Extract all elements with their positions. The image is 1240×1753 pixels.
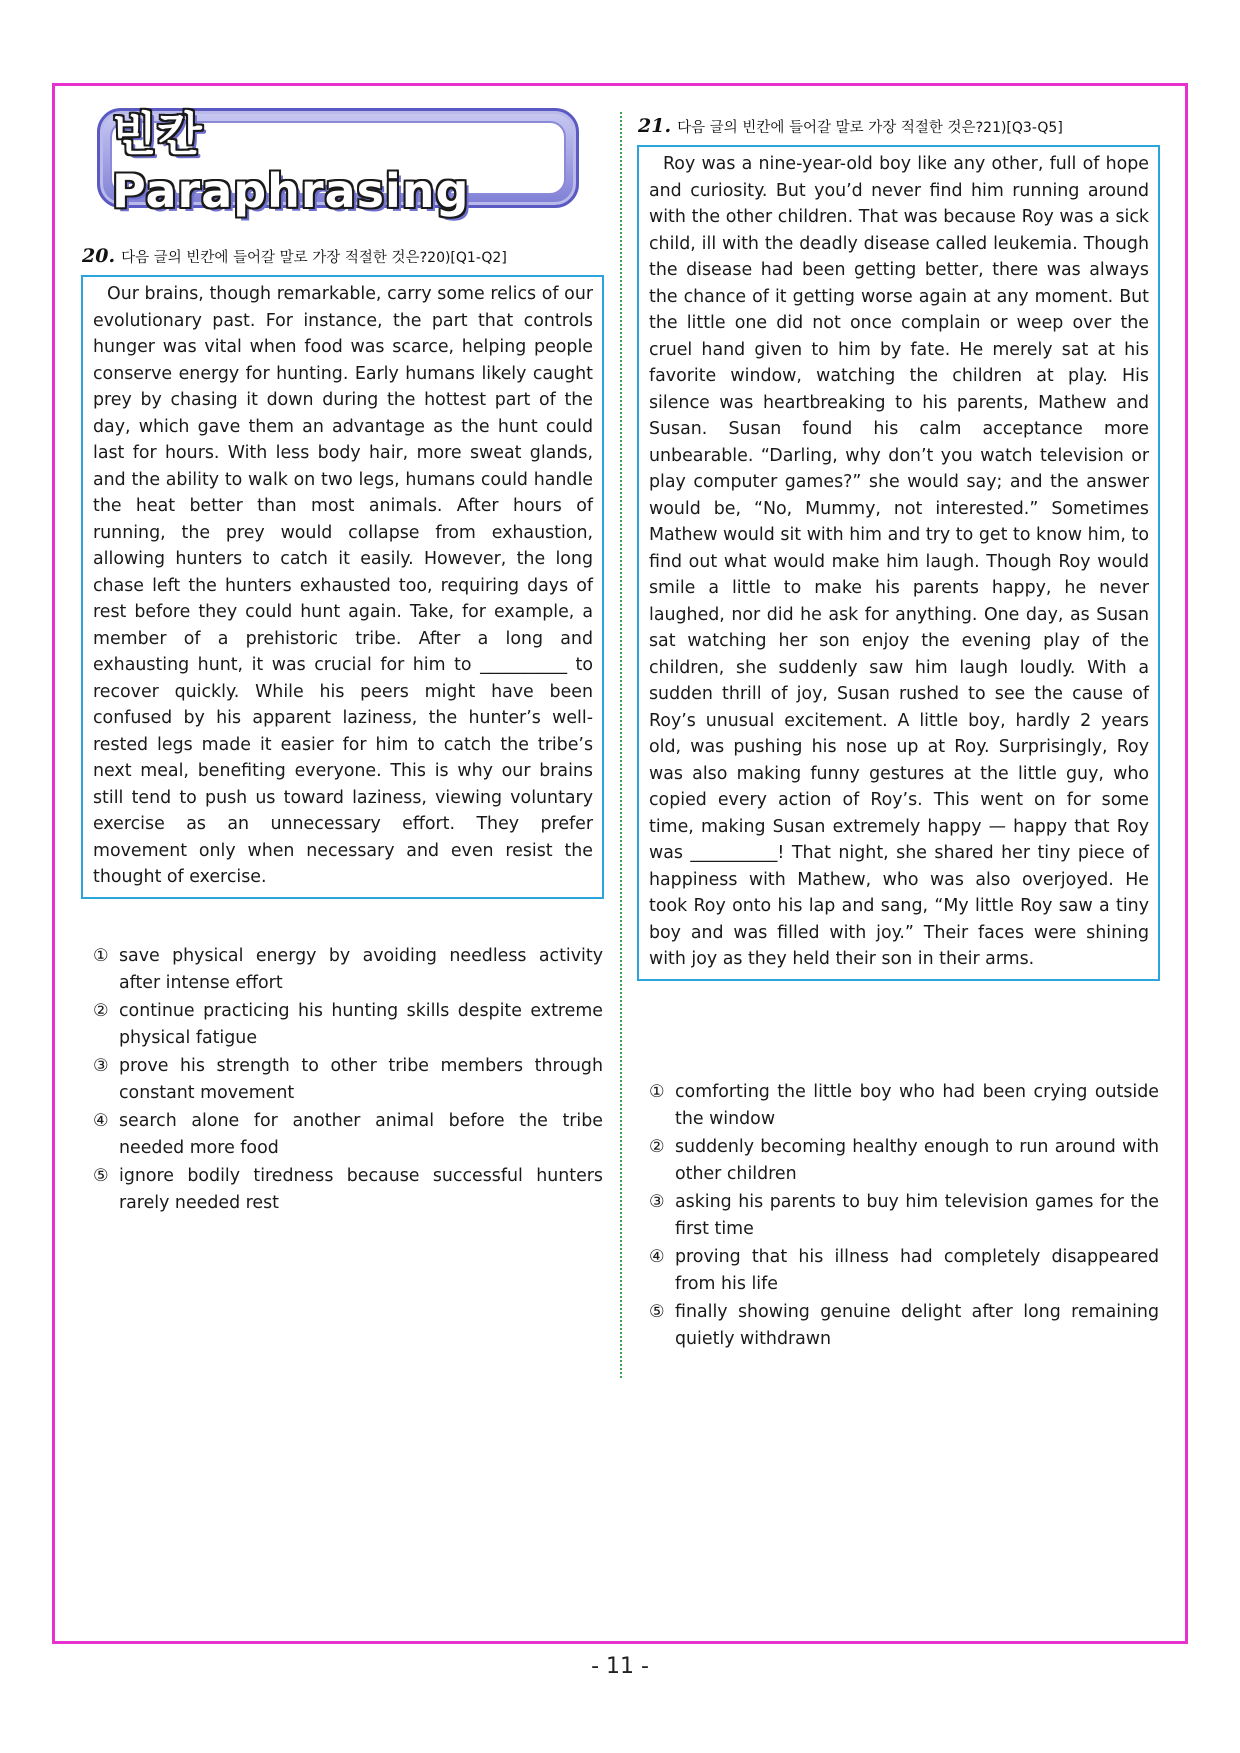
choice-number: ③ xyxy=(93,1056,109,1076)
choice-number: ④ xyxy=(649,1247,665,1267)
question-20-choice-5[interactable] xyxy=(93,1163,603,1217)
question-20-choice-3[interactable] xyxy=(93,1053,603,1107)
question-20-choice-1[interactable] xyxy=(93,943,603,997)
choice-text: prove his strength to other tribe members through constant movement xyxy=(119,1056,603,1103)
choice-number: ④ xyxy=(93,1111,109,1131)
choice-text: finally showing genuine delight after long remaining quietly withdrawn xyxy=(675,1302,1159,1349)
question-20-prompt: 다음 글의 빈칸에 들어갈 말로 가장 적절한 것은? xyxy=(121,250,428,266)
question-20-number: 20. xyxy=(82,245,116,267)
question-20-choices xyxy=(93,943,603,1218)
section-title-banner xyxy=(97,107,579,218)
question-21-choice-1[interactable] xyxy=(649,1079,1159,1133)
choice-number: ① xyxy=(93,946,109,966)
section-title: 빈칸 Paraphrasing xyxy=(112,107,470,218)
question-21-choice-4[interactable] xyxy=(649,1244,1159,1298)
question-21-choice-2[interactable] xyxy=(649,1134,1159,1188)
choice-text: save physical energy by avoiding needless activity after intense effort xyxy=(119,946,603,993)
question-21-choice-3[interactable] xyxy=(649,1189,1159,1243)
choice-text: continue practicing his hunting skills despite extreme physical fatigue xyxy=(119,1001,603,1048)
question-21-number: 21. xyxy=(638,115,672,137)
question-21-header xyxy=(638,115,1063,137)
choice-text: comforting the little boy who had been crying outside the window xyxy=(675,1082,1159,1129)
choice-number: ⑤ xyxy=(649,1302,665,1322)
section-title-inner xyxy=(110,107,566,218)
question-20-passage-box xyxy=(81,275,604,899)
question-20-header xyxy=(82,245,507,267)
question-20-passage: Our brains, though remarkable, carry some relics of our evolutionary past. For instance, the part that controls hunger was vital when food was scarce, helping people conserve energy for hunting. Early humans likely caught prey by chasing it down during the hottest part of the day, which gave them an advantage as the hunt could last for hours. With less body hair, more sweat glands, and the ability to walk on two legs, humans could handle the heat better than most animals. After hours of running, the prey would collapse from exhaustion, allowing hunters to catch it easily. However, the long chase left the hunters exhausted too, requiring days of rest before they could hunt again. Take, for example, a member of a prehistoric tribe. After a long and exhausting hunt, it was crucial for him to __________ to recover quickly. While his peers might have been confused by his apparent laziness, the hunter’s well-rested legs made it easier for him to catch the tribe’s next meal, benefiting everyone. This is why our brains still tend to push us toward laziness, viewing voluntary exercise as an unnecessary effort. They prefer movement only when necessary and even resist the thought of exercise. xyxy=(93,284,593,887)
choice-text: ignore bodily tiredness because successful hunters rarely needed rest xyxy=(119,1166,603,1213)
choice-text: asking his parents to buy him television games for the first time xyxy=(675,1192,1159,1239)
question-21-prompt: 다음 글의 빈칸에 들어갈 말로 가장 적절한 것은? xyxy=(677,120,984,136)
page-number: - 11 - xyxy=(591,1654,649,1679)
question-21-passage-box xyxy=(637,145,1160,981)
question-21-choice-5[interactable] xyxy=(649,1299,1159,1353)
choice-text: proving that his illness had completely disappeared from his life xyxy=(675,1247,1159,1294)
column-divider xyxy=(620,112,622,1378)
choice-number: ③ xyxy=(649,1192,665,1212)
choice-text: suddenly becoming healthy enough to run around with other children xyxy=(675,1137,1159,1184)
question-21-passage: Roy was a nine-year-old boy like any other, full of hope and curiosity. But you’d never find him running around with the other children. That was because Roy was a sick child, ill with the deadly disease called leukemia. Though the disease had been getting better, there was always the chance of it getting worse again at any moment. But the little one did not once complain or weep over the cruel hand given to him by fate. He merely sat at his favorite window, watching the children at play. His silence was heartbreaking to his parents, Mathew and Susan. Susan found his calm acceptance more unbearable. “Darling, why don’t you watch television or play computer games?” she would say; and the answer would be, “No, Mummy, not interested.” Sometimes Mathew would sit with him and try to get to know him, to find out what would make him laugh. Though Roy would smile a little to make his parents happy, he never laughed, nor did he ask for anything. One day, as Susan sat watching her son enjoy the evening play of the children, she suddenly saw him laugh loudly. With a sudden thrill of joy, Susan rushed to see the cause of Roy’s unusual excitement. A little boy, hardly 2 years old, was pushing his nose up at Roy. Surprisingly, Roy was also making funny gestures at the little guy, who copied every action of Roy’s. This went on for some time, making Susan extremely happy — happy that Roy was __________! That night, she shared her tiny piece of happiness with Mathew, who was also overjoyed. He took Roy onto his lap and sang, “My little Roy saw a tiny boy and was filled with joy.” Their faces were shining with joy as they held their son in their arms. xyxy=(649,154,1149,969)
question-21-ref: 21)[Q3-Q5] xyxy=(983,120,1063,136)
choice-text: search alone for another animal before the tribe needed more food xyxy=(119,1111,603,1158)
question-21-choices xyxy=(649,1079,1159,1354)
choice-number: ① xyxy=(649,1082,665,1102)
choice-number: ⑤ xyxy=(93,1166,109,1186)
question-20-choice-4[interactable] xyxy=(93,1108,603,1162)
question-20-choice-2[interactable] xyxy=(93,998,603,1052)
question-20-ref: 20)[Q1-Q2] xyxy=(427,250,507,266)
choice-number: ② xyxy=(93,1001,109,1021)
choice-number: ② xyxy=(649,1137,665,1157)
